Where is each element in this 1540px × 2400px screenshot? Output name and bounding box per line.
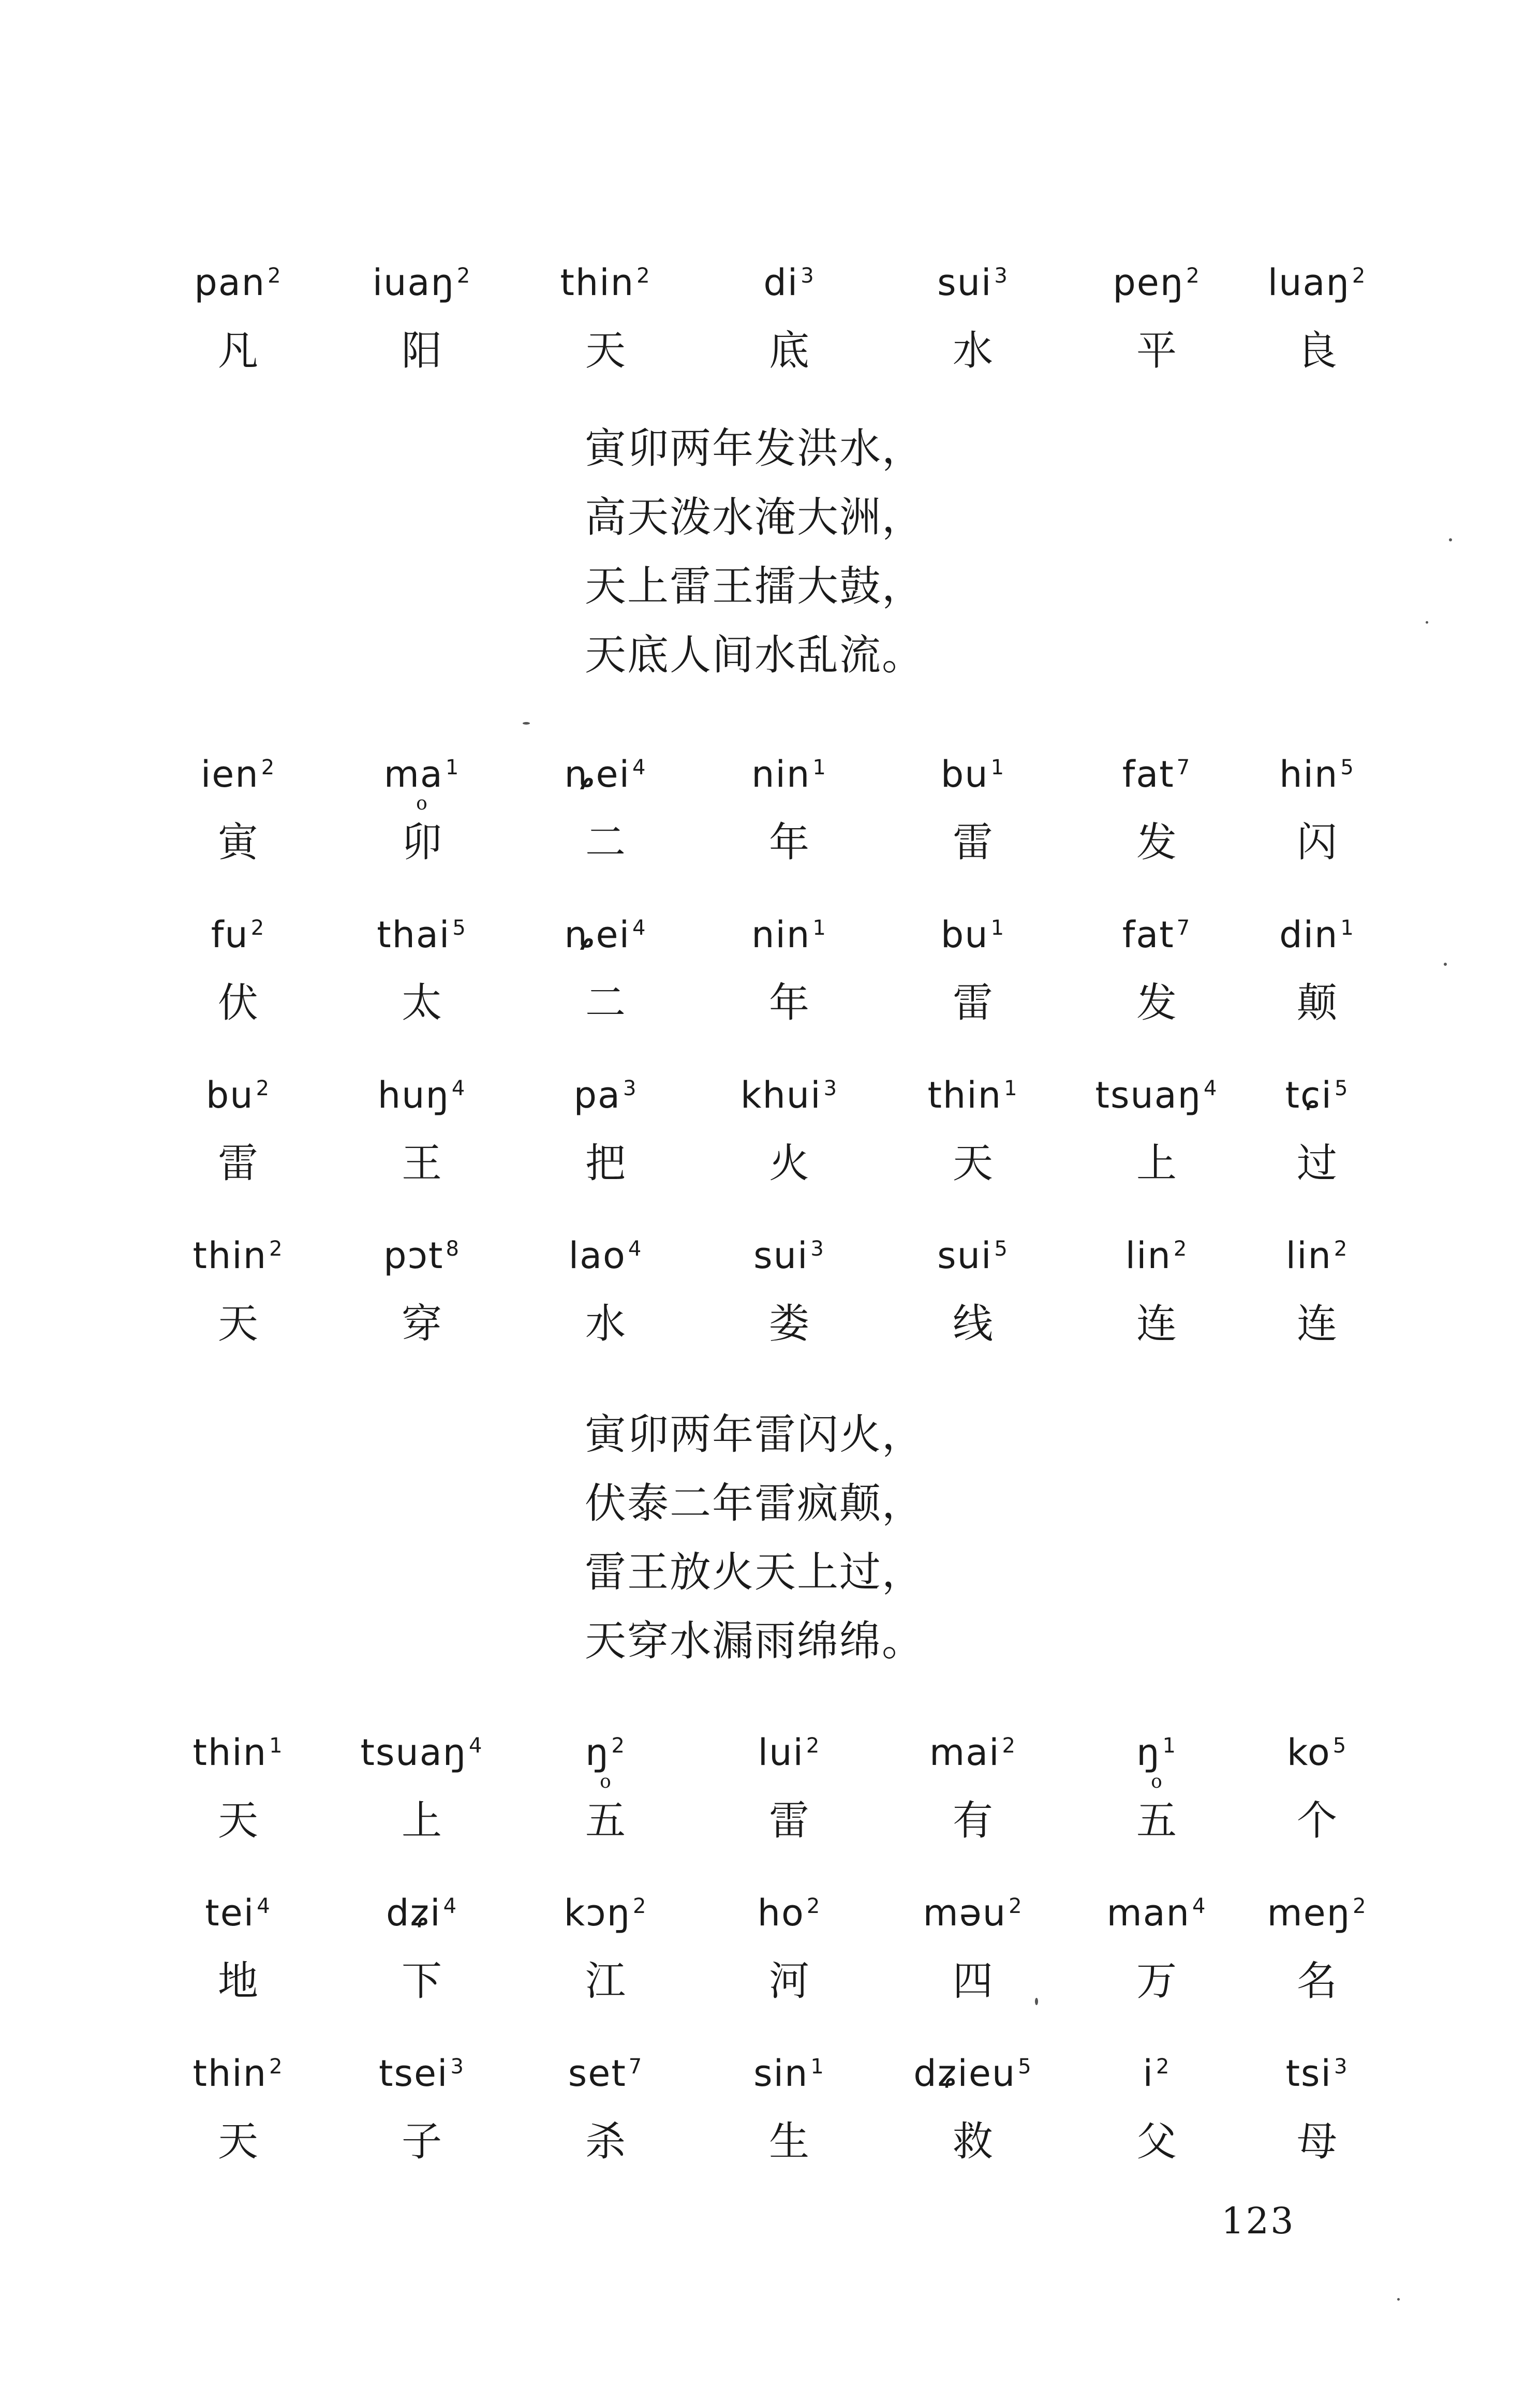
romanization	[701, 1074, 877, 1116]
romanization	[517, 1234, 693, 1277]
romanization	[334, 1234, 510, 1277]
chinese-gloss-character: 水	[585, 1301, 626, 1347]
romanization-syllable: ko	[1286, 1731, 1331, 1774]
stanza-line: 寅卯两年雷闪火，	[585, 1410, 924, 1459]
tone-number: 4	[632, 755, 647, 779]
romanization	[885, 1892, 1061, 1934]
tone-number: 4	[632, 916, 647, 940]
chinese-gloss-character: 凡	[217, 328, 258, 374]
romanization-syllable: din	[1279, 914, 1339, 956]
print-speck	[1397, 2298, 1400, 2301]
romanization-syllable: tsi	[1285, 2052, 1332, 2095]
tone-number: 3	[450, 2054, 465, 2079]
romanization-syllable: fat	[1122, 753, 1175, 796]
tone-number: 3	[810, 1236, 825, 1261]
romanization-syllable: huŋ	[377, 1074, 450, 1116]
stanza-line: 伏泰二年雷疯颠，	[585, 1479, 924, 1527]
romanization	[517, 914, 693, 956]
chinese-gloss-character: 个	[1296, 1798, 1337, 1844]
romanization-syllable: i	[1143, 2052, 1154, 2095]
romanization-syllable: thin	[192, 2052, 268, 2095]
chinese-gloss-character: 天	[217, 2118, 258, 2165]
chinese-gloss-character: 闪	[1296, 819, 1337, 866]
print-speck	[523, 722, 530, 725]
romanization	[885, 2052, 1061, 2095]
romanization	[885, 1074, 1061, 1116]
romanization-syllable: ho	[757, 1892, 805, 1934]
chinese-gloss-character: 雷	[768, 1798, 809, 1844]
chinese-gloss-character: 母	[1296, 2118, 1337, 2165]
chinese-gloss-character: 天	[217, 1798, 258, 1844]
chinese-gloss-character: 水	[952, 328, 993, 374]
romanization	[885, 261, 1061, 304]
romanization	[334, 2052, 510, 2095]
chinese-gloss-character: 太	[401, 980, 442, 1026]
romanization	[1069, 261, 1245, 304]
chinese-gloss-character: 有	[952, 1798, 993, 1844]
romanization	[1229, 2052, 1405, 2095]
chinese-gloss-character: 王	[401, 1140, 442, 1187]
chinese-gloss-character: 万	[1136, 1958, 1177, 2005]
romanization	[1069, 753, 1245, 796]
romanization-syllable: ŋ	[1136, 1731, 1161, 1774]
romanization	[517, 1892, 693, 1934]
tone-number: 2	[250, 916, 265, 940]
romanization-syllable: kɔŋ	[564, 1892, 631, 1934]
romanization-syllable: lao	[568, 1234, 626, 1277]
tone-number: 2	[1156, 2054, 1171, 2079]
stanza-line: 天底人间水乱流。	[585, 631, 924, 679]
romanization-syllable: thin	[927, 1074, 1002, 1116]
romanization-syllable: set	[568, 2052, 627, 2095]
print-speck	[1449, 538, 1452, 541]
chinese-gloss-character: 雷	[952, 819, 993, 866]
tone-number: 2	[268, 263, 282, 288]
romanization	[150, 1892, 326, 1934]
chinese-gloss-character: 五	[585, 1798, 626, 1844]
chinese-gloss-character: 娄	[768, 1301, 809, 1347]
romanization	[334, 1731, 510, 1774]
romanization-syllable: fat	[1122, 914, 1175, 956]
tone-number: 2	[261, 755, 276, 779]
gloss-row	[0, 2052, 1540, 2207]
romanization-syllable: iuaŋ	[372, 261, 455, 304]
romanization	[1069, 1892, 1245, 1934]
romanization	[1229, 753, 1405, 796]
romanization	[1069, 1731, 1245, 1774]
romanization	[150, 1074, 326, 1116]
chinese-gloss-character: 过	[1296, 1140, 1337, 1187]
chinese-gloss-character: 江	[585, 1958, 626, 2005]
gloss-row	[0, 1731, 1540, 1887]
romanization	[1229, 1892, 1405, 1934]
tone-number: 1	[445, 755, 460, 779]
tone-number: 1	[990, 916, 1005, 940]
chinese-gloss-character: 良	[1296, 328, 1337, 374]
romanization-syllable: thin	[560, 261, 635, 304]
stanza-line: 雷王放火天上过，	[585, 1548, 924, 1596]
chinese-gloss-character: 连	[1296, 1301, 1337, 1347]
romanization-syllable: tsei	[379, 2052, 449, 2095]
tone-number: 2	[1002, 1733, 1016, 1758]
romanization-syllable: nin	[751, 914, 811, 956]
romanization	[150, 1234, 326, 1277]
romanization	[885, 1731, 1061, 1774]
romanization	[1069, 914, 1245, 956]
tone-number: 3	[823, 1076, 838, 1100]
chinese-gloss-character: 天	[952, 1140, 993, 1187]
translation-stanza	[585, 414, 1309, 689]
romanization-syllable: thai	[377, 914, 451, 956]
romanization-syllable: pan	[194, 261, 266, 304]
romanization	[1229, 1731, 1405, 1774]
romanization	[701, 2052, 877, 2095]
chinese-gloss-character: 五	[1136, 1798, 1177, 1844]
chinese-gloss-character: 寅	[217, 819, 258, 866]
romanization-syllable: thin	[192, 1234, 268, 1277]
tone-number: 1	[1162, 1733, 1177, 1758]
romanization-syllable: tsuaŋ	[1095, 1074, 1202, 1116]
tone-number: 5	[994, 1236, 1009, 1261]
romanization-syllable: bu	[940, 914, 989, 956]
chinese-gloss-character: 地	[217, 1958, 258, 2005]
gloss-row	[0, 261, 1540, 417]
gloss-row	[0, 1892, 1540, 2047]
romanization	[150, 914, 326, 956]
tone-number: 2	[1009, 1894, 1023, 1918]
romanization-syllable: man	[1106, 1892, 1190, 1934]
chinese-gloss-character: 伏	[217, 980, 258, 1026]
page-number: 123	[1221, 2200, 1295, 2242]
romanization-syllable: lin	[1125, 1234, 1172, 1277]
romanization	[701, 1892, 877, 1934]
romanization	[885, 1234, 1061, 1277]
romanization-syllable: sui	[937, 261, 993, 304]
tone-number: 3	[801, 263, 815, 288]
romanization	[334, 261, 510, 304]
tone-number: 5	[1334, 1076, 1349, 1100]
romanization	[517, 753, 693, 796]
stanza-line: 寅卯两年发洪水，	[585, 424, 924, 473]
romanization	[701, 1731, 877, 1774]
romanization-syllable: dʑieu	[913, 2052, 1016, 2095]
romanization-syllable: pa	[573, 1074, 621, 1116]
romanization	[1229, 1074, 1405, 1116]
romanization-syllable: ŋ	[585, 1731, 610, 1774]
tone-number: 2	[632, 1894, 647, 1918]
chinese-gloss-character: 连	[1136, 1301, 1177, 1347]
romanization-syllable: sui	[937, 1234, 993, 1277]
print-speck	[1035, 1998, 1038, 2005]
tone-number: 7	[1176, 755, 1191, 779]
romanization	[334, 1074, 510, 1116]
romanization-syllable: nin	[751, 753, 811, 796]
romanization-syllable: tsuaŋ	[360, 1731, 467, 1774]
stanza-line: 天上雷王擂大鼓，	[585, 562, 924, 610]
circle-mark: o	[600, 1771, 611, 1792]
chinese-gloss-character: 杀	[585, 2118, 626, 2165]
romanization-syllable: lin	[1285, 1234, 1332, 1277]
chinese-gloss-character: 二	[585, 980, 626, 1026]
romanization	[1069, 1234, 1245, 1277]
romanization-syllable: dʑi	[386, 1892, 441, 1934]
chinese-gloss-character: 底	[768, 328, 809, 374]
chinese-gloss-character: 上	[1136, 1140, 1177, 1187]
chinese-gloss-character: 穿	[401, 1301, 442, 1347]
tone-number: 1	[1004, 1076, 1018, 1100]
tone-number: 2	[1334, 1236, 1349, 1261]
chinese-gloss-character: 雷	[952, 980, 993, 1026]
chinese-gloss-character: 阳	[401, 328, 442, 374]
tone-number: 1	[810, 2054, 825, 2079]
romanization-syllable: hin	[1279, 753, 1339, 796]
chinese-gloss-character: 雷	[217, 1140, 258, 1187]
circle-mark: o	[1151, 1771, 1162, 1792]
romanization	[701, 261, 877, 304]
tone-number: 4	[451, 1076, 466, 1100]
tone-number: 2	[1352, 263, 1367, 288]
romanization-syllable: di	[763, 261, 799, 304]
chinese-gloss-character: 二	[585, 819, 626, 866]
tone-number: 4	[469, 1733, 483, 1758]
romanization	[1229, 914, 1405, 956]
tone-number: 5	[1018, 2054, 1032, 2079]
romanization-syllable: ma	[383, 753, 443, 796]
romanization-syllable: tei	[205, 1892, 255, 1934]
romanization	[150, 261, 326, 304]
chinese-gloss-character: 救	[952, 2118, 993, 2165]
chinese-gloss-character: 子	[401, 2118, 442, 2165]
gloss-row	[0, 1074, 1540, 1229]
tone-number: 1	[812, 755, 827, 779]
romanization-syllable: meŋ	[1267, 1892, 1351, 1934]
tone-number: 2	[1353, 1894, 1367, 1918]
tone-number: 1	[812, 916, 827, 940]
tone-number: 2	[636, 263, 651, 288]
tone-number: 4	[1204, 1076, 1218, 1100]
romanization	[701, 1234, 877, 1277]
tone-number: 1	[269, 1733, 284, 1758]
romanization	[885, 753, 1061, 796]
tone-number: 2	[1173, 1236, 1188, 1261]
chinese-gloss-character: 把	[585, 1140, 626, 1187]
romanization-syllable: ȵei	[564, 753, 631, 796]
romanization	[150, 753, 326, 796]
chinese-gloss-character: 发	[1136, 819, 1177, 866]
chinese-gloss-character: 平	[1136, 328, 1177, 374]
romanization-syllable: sui	[753, 1234, 809, 1277]
chinese-gloss-character: 发	[1136, 980, 1177, 1026]
romanization	[334, 1892, 510, 1934]
romanization-syllable: sin	[753, 2052, 809, 2095]
romanization-syllable: pɔt	[383, 1234, 444, 1277]
romanization	[701, 753, 877, 796]
tone-number: 7	[628, 2054, 643, 2079]
tone-number: 2	[269, 1236, 284, 1261]
tone-number: 5	[1340, 755, 1355, 779]
tone-number: 4	[257, 1894, 271, 1918]
romanization-syllable: luaŋ	[1267, 261, 1350, 304]
romanization	[517, 261, 693, 304]
chinese-gloss-character: 天	[585, 328, 626, 374]
romanization-syllable: peŋ	[1113, 261, 1184, 304]
chinese-gloss-character: 年	[768, 819, 809, 866]
romanization-syllable: fu	[211, 914, 249, 956]
chinese-gloss-character: 卯	[401, 819, 442, 866]
chinese-gloss-character: 年	[768, 980, 809, 1026]
tone-number: 5	[1332, 1733, 1348, 1758]
circle-mark: o	[416, 793, 427, 814]
romanization	[150, 1731, 326, 1774]
tone-number: 2	[269, 2054, 284, 2079]
romanization	[334, 914, 510, 956]
chinese-gloss-character: 线	[952, 1301, 993, 1347]
translation-stanza	[585, 1400, 1309, 1675]
tone-number: 7	[1176, 916, 1191, 940]
romanization-syllable: khui	[740, 1074, 822, 1116]
tone-number: 1	[990, 755, 1005, 779]
chinese-gloss-character: 河	[768, 1958, 809, 2005]
print-speck	[1426, 621, 1428, 624]
romanization-syllable: bu	[940, 753, 989, 796]
romanization-syllable: mai	[929, 1731, 1000, 1774]
romanization	[1229, 261, 1405, 304]
romanization	[885, 914, 1061, 956]
romanization	[1069, 1074, 1245, 1116]
romanization-syllable: thin	[192, 1731, 268, 1774]
romanization	[517, 1731, 693, 1774]
tone-number: 2	[611, 1733, 626, 1758]
tone-number: 2	[256, 1076, 271, 1100]
tone-number: 4	[1192, 1894, 1207, 1918]
chinese-gloss-character: 天	[217, 1301, 258, 1347]
chinese-gloss-character: 名	[1296, 1958, 1337, 2005]
romanization-syllable: ien	[200, 753, 259, 796]
romanization	[517, 1074, 693, 1116]
stanza-line: 高天泼水淹大洲，	[585, 493, 924, 541]
romanization	[517, 2052, 693, 2095]
tone-number: 3	[1334, 2054, 1349, 2079]
romanization-syllable: məu	[923, 1892, 1007, 1934]
romanization-syllable: lui	[758, 1731, 804, 1774]
tone-number: 2	[806, 1894, 821, 1918]
tone-number: 2	[456, 263, 471, 288]
chinese-gloss-character: 火	[768, 1140, 809, 1187]
romanization-syllable: ȵei	[564, 914, 631, 956]
chinese-gloss-character: 下	[401, 1958, 442, 2005]
romanization-syllable: tɕi	[1285, 1074, 1332, 1116]
romanization	[150, 2052, 326, 2095]
tone-number: 4	[628, 1236, 643, 1261]
tone-number: 3	[623, 1076, 638, 1100]
chinese-gloss-character: 颠	[1296, 980, 1337, 1026]
romanization	[334, 753, 510, 796]
print-speck	[1444, 963, 1447, 966]
chinese-gloss-character: 上	[401, 1798, 442, 1844]
chinese-gloss-character: 四	[952, 1958, 993, 2005]
tone-number: 3	[994, 263, 1009, 288]
romanization	[701, 914, 877, 956]
gloss-row	[0, 1234, 1540, 1390]
romanization	[1229, 1234, 1405, 1277]
tone-number: 4	[443, 1894, 458, 1918]
chinese-gloss-character: 生	[768, 2118, 809, 2165]
tone-number: 8	[446, 1236, 460, 1261]
gloss-row	[0, 914, 1540, 1069]
chinese-gloss-character: 父	[1136, 2118, 1177, 2165]
gloss-row	[0, 753, 1540, 908]
tone-number: 2	[806, 1733, 821, 1758]
tone-number: 1	[1340, 916, 1355, 940]
tone-number: 5	[452, 916, 467, 940]
stanza-line: 天穿水漏雨绵绵。	[585, 1617, 924, 1665]
romanization	[1069, 2052, 1245, 2095]
tone-number: 2	[1186, 263, 1201, 288]
romanization-syllable: bu	[205, 1074, 254, 1116]
